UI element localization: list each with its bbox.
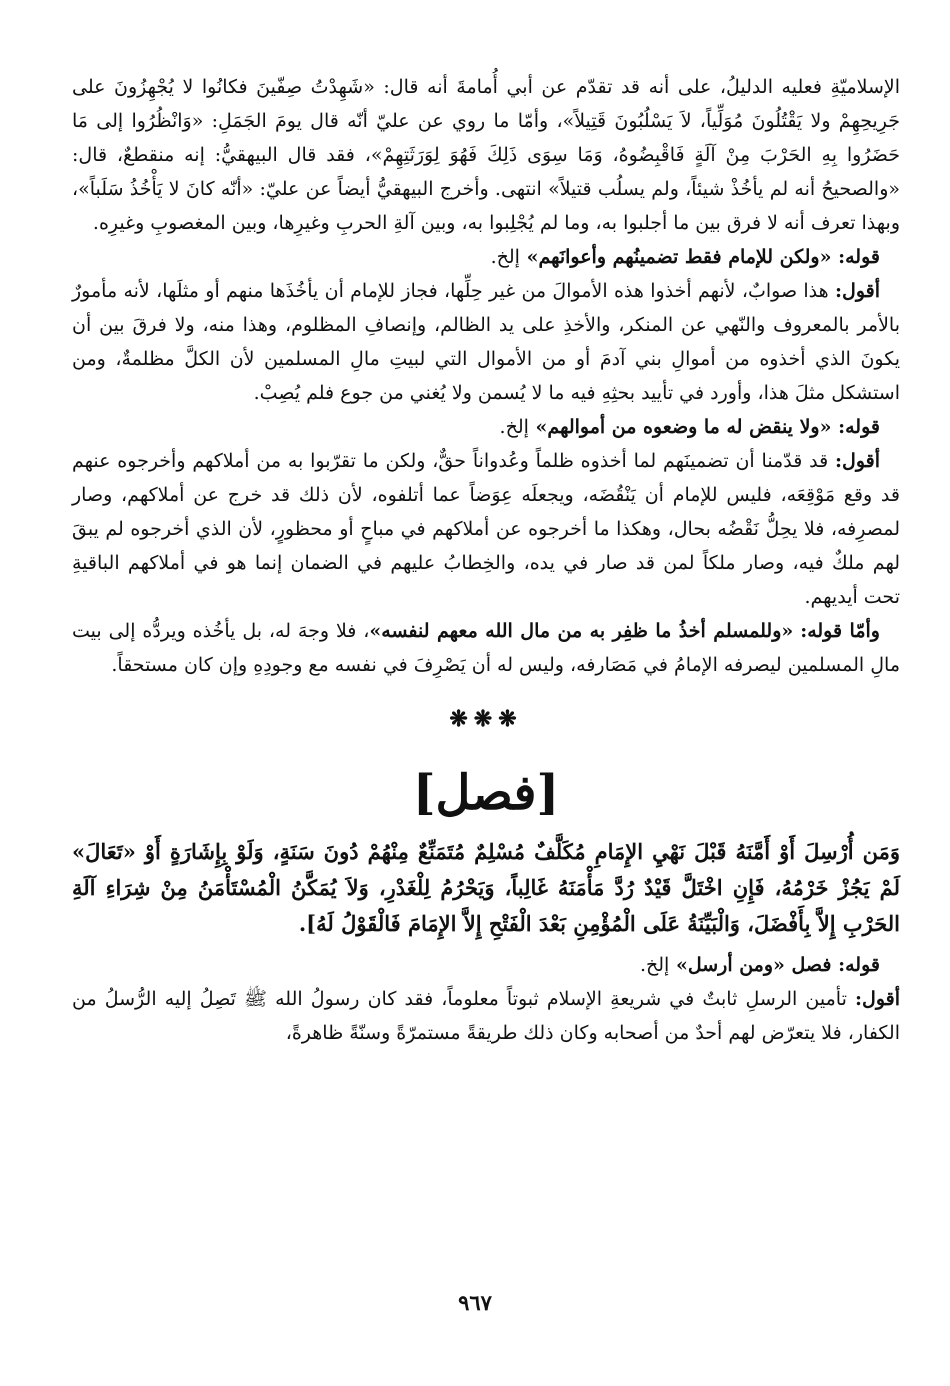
qawl-quote: «ولا ينقض له ما وضعوه من أموالهم» bbox=[535, 416, 832, 438]
section-heading-fasl: [فصل] bbox=[412, 765, 560, 821]
qawl-quote: فصل «ومن أرسل» bbox=[675, 954, 832, 976]
amma-label: وأمّا قوله: bbox=[800, 620, 880, 642]
page-body bbox=[72, 70, 900, 1050]
qawl-etc: إلخ. bbox=[639, 954, 670, 976]
paragraph-amma-qawluh bbox=[72, 614, 900, 682]
aqul-label: أقول: bbox=[835, 280, 880, 302]
qawl-line-1 bbox=[72, 240, 900, 274]
aqul-text: قد قدّمنا أن تضمينَهم لما أخذوه ظلماً وعُدواناً حقٌّ، ولكن ما تقرّبوا به من أملاكهم وأخرجوه عنهم قد وقع مَوْقِعَه، فليس للإمام أن يَنْقُضَه، ويجعلَه عِوَضاً عما أتلفوه، لأن ذلك قد خرج عن أملاكهم، وصار لمصرِفه، فلا يحِلُّ نَقْضُه بحال، وهكذا ما أخرجوه عن أملاكهم في مباحٍ أو محظورٍ، لأن الذي أخرجوه لم يبقَ لهم ملكٌ فيه، وصار ملكاً لمن قد صار في يده، والخِطابُ عليهم في الضمان إنما هو في أملاكهم الباقيةِ تحت أيديهم. bbox=[72, 450, 900, 608]
matn-text: وَمَن أُرْسِلَ أَوْ أَمَّنَهُ قَبْلَ نَهْيِ الإِمَامِ مُكَلَّفٌ مُسْلِمٌ مُتَمَنِّعٌ مِنْهُمْ دُونَ سَنَةٍ، وَلَوْ بِإِشَارَةٍ أَوْ «تَعَالَ» لَمْ يَجُزْ خَرْمُهُ، فَإِنِ اخْتَلَّ قَيْدٌ رُدَّ مَأْمَنَهُ غَالِباً، وَيَحْرُمُ لِلْغَدْرِ، وَلاَ يُمَكَّنُ الْمُسْتَأْمَنُ مِنْ شِرَاءِ آلَةِ الحَرْبِ إِلاَّ بِأَفْضَلَ، وَالْبَيِّنَةُ عَلَى الْمُؤْمِنِ بَعْدَ الْفَتْحِ إِلاَّ الإِمَامَ فَالْقَوْلُ لَهُ]. bbox=[72, 839, 900, 936]
qawl-quote: «ولكن للإمام فقط تضمينُهم وأعوانَهم» bbox=[526, 246, 832, 268]
amma-quote: «وللمسلم أخذُ ما ظفِر به من مال الله معهم لنفسه» bbox=[369, 620, 794, 642]
paragraph-aqul-1 bbox=[72, 274, 900, 410]
qawl-etc: إلخ. bbox=[499, 416, 529, 438]
qawl-line-2 bbox=[72, 410, 900, 444]
paragraph-aqul-2 bbox=[72, 444, 900, 614]
qawl-label: قوله: bbox=[838, 246, 880, 268]
amma-text: ، فلا وجهَ له، بل يأخُذه ويردُّه إلى بيت مالِ المسلمين ليصرفه الإمامُ في مَصَارفه، وليس له أن يَصْرِفَ في نفسه مع وجودِهِ وإن كان مستحقاً. bbox=[72, 620, 900, 676]
qawl-line-3 bbox=[72, 948, 900, 982]
aqul-label: أقول: bbox=[855, 988, 900, 1010]
qawl-etc: إلخ. bbox=[490, 246, 520, 268]
paragraph-intro: الإسلاميّةِ فعليه الدليلُ، على أنه قد تقدّم عن أبي أُمامةَ أنه قال: «شَهِدْتُ صِفّينَ فكانُوا لا يُجْهِزُونَ على جَرِيحِهِمْ ولا يَقْتُلُونَ مُوَلِّياً، لاَ يَسْلُبُونَ قَتِيلاً»، وأمّا ما روي عن عليّ أنّه قال يومَ الجَمَلِ: «وَانْظُرُوا إلى مَا حَضَرُوا بِهِ الحَرْبَ مِنْ آلَةٍ فَاقْبِضُوهُ، وَمَا سِوَى ذَلِكَ فَهُوَ لِوَرَثَتِهِمْ»، فقد قال البيهقيُّ: إنه منقطعٌ، قال: «والصحيحُ أنه لم يأخُذْ شيئاً، ولم يسلُب قتيلاً» انتهى. وأخرج البيهقيُّ أيضاً عن عليّ: «أنّه كانَ لا يَأْخُذُ سَلَباً»، وبهذا تعرف أنه لا فرق بين ما أجلبوا به، وما لم يُجْلِبوا به، وبين آلةِ الحربِ وغيرِها، وبين المغصوبِ وغيرِه. bbox=[72, 76, 900, 234]
section-separator-stars: ❋❋❋ bbox=[449, 706, 523, 732]
aqul-text: هذا صوابٌ، لأنهم أخذوا هذه الأموالَ من غير حِلِّها، فجاز للإمام أن يأخُذَها منهم أو مثلَها، لأنه مأمورٌ بالأمر بالمعروف والنّهي عن المنكر، والأخذِ على يد الظالم، وإنصافِ المظلوم، وهذا منه، ولا فرقَ بين أن يكونَ الذي أخذوه من أموالِ بني آدمَ أو من الأموال التي لبيتِ مالِ المسلمين لأن الكلَّ مظلمةٌ، ومن استشكل مثلَ هذا، وأورد في تأييد بحثِهِ فيه ما لا يُسمن ولا يُغني من جوع فلم يُصِبْ. bbox=[72, 280, 900, 404]
qawl-label: قوله: bbox=[838, 954, 880, 976]
aqul-label: أقول: bbox=[835, 450, 880, 472]
page-number: ٩٦٧ bbox=[458, 1290, 492, 1315]
paragraph-aqul-3 bbox=[72, 982, 900, 1050]
aqul-text: تأمين الرسلِ ثابتٌ في شريعةِ الإسلام ثبوتاً معلوماً، فقد كان رسولُ الله ﷺ تَصِلُ إليه الرُّسلُ من الكفار، فلا يتعرّض لهم أحدٌ من أصحابه وكان ذلك طريقةً مستمرّةً وسنّةً ظاهرةً، bbox=[72, 988, 900, 1044]
qawl-label: قوله: bbox=[838, 416, 880, 438]
